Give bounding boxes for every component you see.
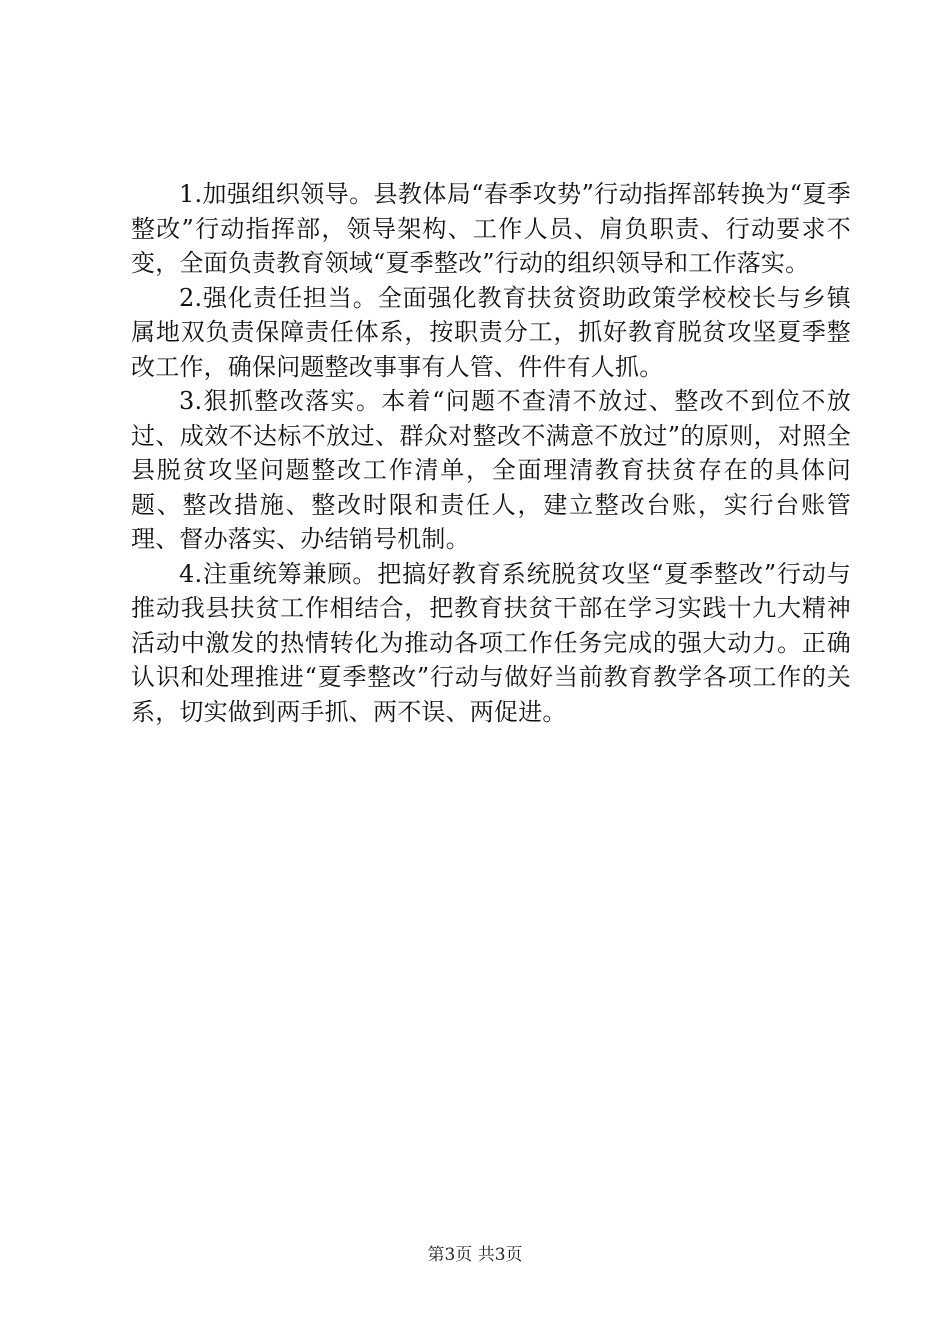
paragraph-3: 3.狠抓整改落实。本着“问题不查清不放过、整改不到位不放过、成效不达标不放过、群众对整改不满意不放过”的原则，对照全县脱贫攻坚问题整改工作清单，全面理清教育扶贫存在的具体问题、整改措施、整改时限和责任人，建立整改台账，实行台账管理、督办落实、办结销号机制。 <box>131 387 851 553</box>
document-body <box>131 177 851 729</box>
paragraph-2: 2.强化责任担当。全面强化教育扶贫资助政策学校校长与乡镇属地双负责保障责任体系，按职责分工，抓好教育脱贫攻坚夏季整改工作，确保问题整改事事有人管、件件有人抓。 <box>131 283 851 381</box>
paragraph-4: 4.注重统筹兼顾。把搞好教育系统脱贫攻坚“夏季整改”行动与推动我县扶贫工作相结合，把教育扶贫干部在学习实践十九大精神活动中激发的热情转化为推动各项工作任务完成的强大动力。正确认识和处理推进“夏季整改”行动与做好当前教育教学各项工作的关系，切实做到两手抓、两不误、两促进。 <box>131 559 851 726</box>
page-number-footer: 第3页 共3页 <box>427 1245 523 1265</box>
paragraph-1: 1.加强组织领导。县教体局“春季攻势”行动指挥部转换为“夏季整改”行动指挥部，领导架构、工作人员、肩负职责、行动要求不变，全面负责教育领域“夏季整改”行动的组织领导和工作落实。 <box>131 180 851 277</box>
